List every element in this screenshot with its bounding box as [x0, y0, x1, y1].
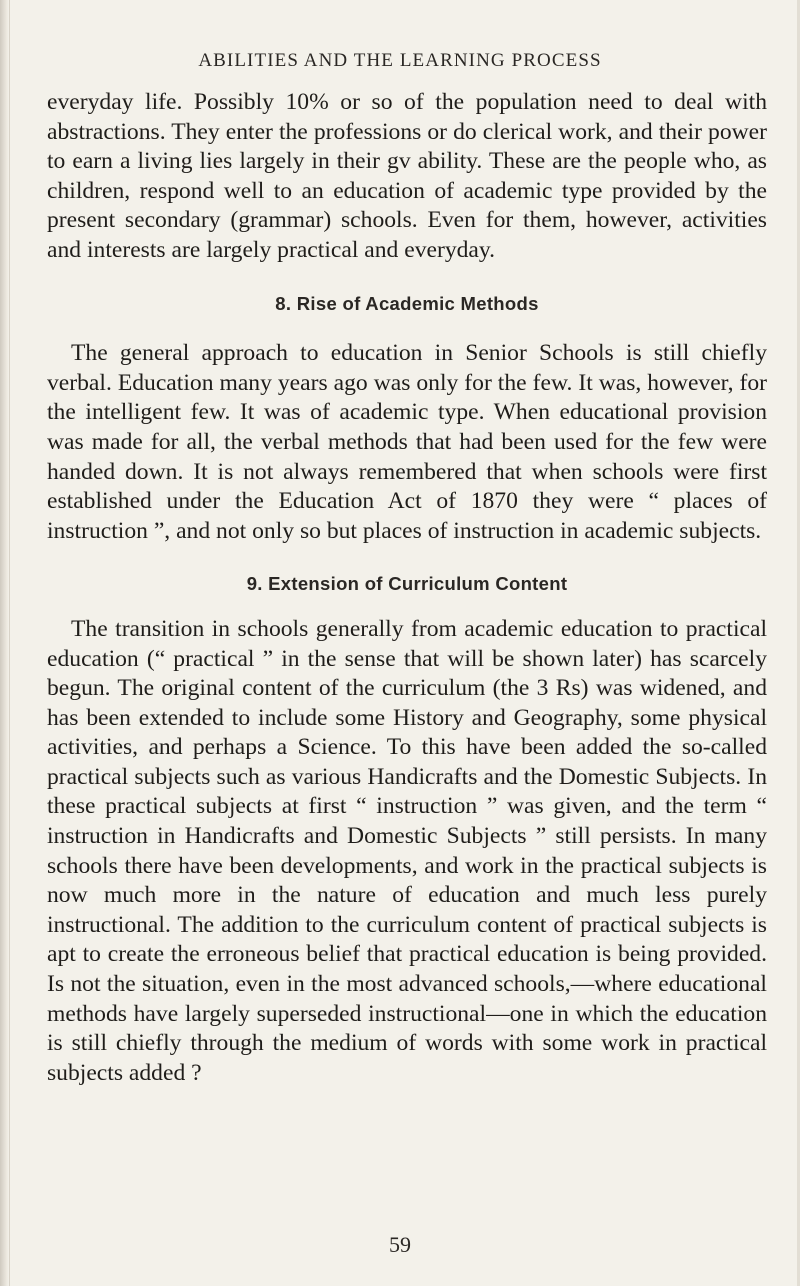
page-number: 59	[389, 1232, 411, 1257]
running-head: ABILITIES AND THE LEARNING PROCESS	[198, 50, 602, 71]
page-edge-line	[9, 0, 10, 1286]
continuation-paragraph: everyday life. Possibly 10% or so of the population need to deal with abstractions. They enter the professions or do clerical work, and their power to earn a living lies largely in their gv ability. These are the people who, as children, respond well to an education of academic type provided by the present secondary (grammar) schools. Even for them, however, activities and interests are largely practical and everyday.	[47, 89, 767, 263]
page-binding-edge	[0, 0, 9, 1286]
section-8-heading: 8. Rise of Academic Methods	[275, 292, 539, 314]
section-9-heading: 9. Extension of Curriculum Content	[246, 573, 568, 595]
section-8-paragraph: The general approach to education in Senior Schools is still chiefly verbal. Education many years ago was only for the few. It was, however, for the intelligent few. It was of academic type. When educational provision was made for all, the verbal methods that had been used for the few were handed down. It is not always remembered that when schools were first established under the Education Act of 1870 they were “ places of instruction ”, and not only so but places of instruction in academic subjects.	[47, 340, 767, 544]
page-body	[47, 88, 767, 1088]
section-9-paragraph: The transition in schools generally from academic education to practical education (“ practical ” in the sense that will be shown later) has scarcely begun. The original content of the curriculum (the 3 Rs) was widened, and has been extended to include some History and Geography, some physical activities, and perhaps a Science. To this have been added the so-called practical subjects such as various Handicrafts and the Domestic Subjects. In these practical subjects at first “ instruction ” was given, and the term “ instruction in Handicrafts and Domestic Subjects ” still persists. In many schools there have been developments, and work in the practical subjects is now much more in the nature of education and much less purely instructional. The addition to the curriculum content of practical subjects is apt to create the erroneous belief that practical education is being provided. Is not the situation, even in the most advanced schools,—where educational methods have largely superseded instructional—one in which the education is still chiefly through the medium of words with some work in practical subjects added ?	[47, 615, 767, 1086]
